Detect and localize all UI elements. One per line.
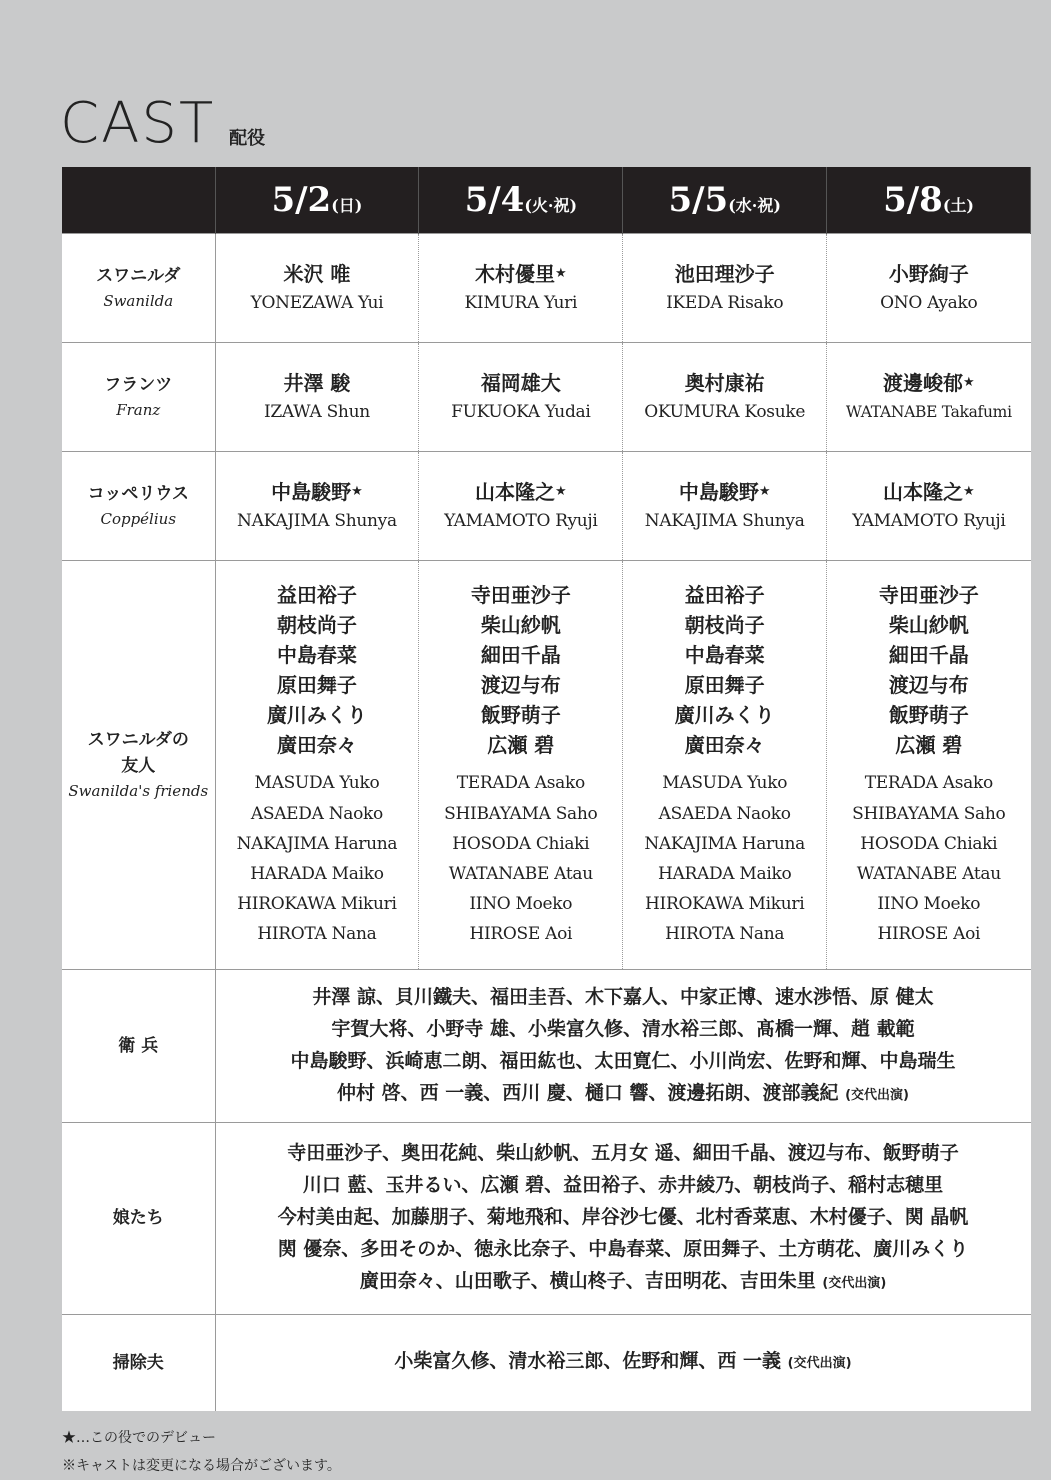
change-note: ※キャストは変更になる場合がございます。 xyxy=(62,1458,341,1474)
role-row-friends xyxy=(62,561,1031,970)
ensemble-cell: 井澤 諒、貝川鐵夫、福田圭吾、木下嘉人、中家正博、速水渉悟、原 健太 宇賀大将、小野寺 雄、小柴富久修、清水裕三郎、髙橋一輝、趙 載範 中島駿野、浜崎恵二朗、福田紘也、太田寛仁、小川尚宏、佐野和輝、中島瑞生 仲村 啓、西 一義、西川 慶、樋口 響、渡邊拓朗、渡部義紀 (交代出演) xyxy=(215,970,1031,1123)
debut-star: ★ xyxy=(962,375,975,390)
debut-star: ★ xyxy=(758,484,771,499)
debut-star: ★ xyxy=(554,484,567,499)
cast-table xyxy=(62,167,1031,1411)
role-label: フランツ Franz xyxy=(62,343,215,452)
ensemble-cell: 小柴富久修、清水裕三郎、佐野和輝、西 一義 (交代出演) xyxy=(215,1315,1031,1411)
cast-cell: 木村優里★ KIMURA Yuri xyxy=(419,234,623,343)
debut-note: ★…この役でのデビュー xyxy=(62,1430,216,1446)
cast-cell: 渡邊峻郁★ WATANABE Takafumi xyxy=(827,343,1031,452)
cast-cell: 山本隆之★ YAMAMOTO Ryuji xyxy=(419,452,623,561)
header-corner xyxy=(62,167,215,234)
ensemble-cell: 寺田亜沙子、奥田花純、柴山紗帆、五月女 遥、細田千晶、渡辺与布、飯野萌子 川口 藍、玉井るい、広瀬 碧、益田裕子、赤井綾乃、朝枝尚子、稲村志穂里 今村美由起、加藤朋子、菊地飛和、岸谷沙七優、北村香菜恵、木村優子、関 晶帆 関 優奈、多田そのか、徳永比奈子、中島春菜、原田舞子、土方萌花、廣川みくり 廣田奈々、山田歌子、横山柊子、吉田明花、吉田朱里 (交代出演) xyxy=(215,1123,1031,1315)
cast-cell: 山本隆之★ YAMAMOTO Ryuji xyxy=(827,452,1031,561)
cast-cell: 小野絢子 ONO Ayako xyxy=(827,234,1031,343)
role-row-guards xyxy=(62,970,1031,1123)
debut-star: ★ xyxy=(554,266,567,281)
role-row-swanilda xyxy=(62,234,1031,343)
role-row-coppelius xyxy=(62,452,1031,561)
role-row-franz xyxy=(62,343,1031,452)
role-row-daughters xyxy=(62,1123,1031,1315)
cast-cell: 益田裕子 朝枝尚子 中島春菜 原田舞子 廣川みくり 廣田奈々 MASUDA Yuko ASAEDA Naoko NAKAJIMA Haruna HARADA Maiko HIROKAWA Mikuri HIROTA Nana xyxy=(215,561,419,970)
cast-cell: 寺田亜沙子 柴山紗帆 細田千晶 渡辺与布 飯野萌子 広瀬 碧 TERADA Asako SHIBAYAMA Saho HOSODA Chiaki WATANABE Atau IINO Moeko HIROSE Aoi xyxy=(827,561,1031,970)
title-sub: 配役 xyxy=(229,128,266,149)
cast-cell: 奥村康祐 OKUMURA Kosuke xyxy=(623,343,827,452)
role-label: コッペリウス Coppélius xyxy=(62,452,215,561)
page-title xyxy=(60,91,266,156)
role-label: 掃除夫 xyxy=(62,1315,215,1411)
cast-cell: 池田理沙子 IKEDA Risako xyxy=(623,234,827,343)
alternating-note: (交代出演) xyxy=(787,1356,852,1372)
cast-cell: 益田裕子 朝枝尚子 中島春菜 原田舞子 廣川みくり 廣田奈々 MASUDA Yuko ASAEDA Naoko NAKAJIMA Haruna HARADA Maiko HIROKAWA Mikuri HIROTA Nana xyxy=(623,561,827,970)
cast-cell: 井澤 駿 IZAWA Shun xyxy=(215,343,419,452)
cast-cell: 福岡雄大 FUKUOKA Yudai xyxy=(419,343,623,452)
date-header: 5/8(土) xyxy=(827,167,1031,234)
alternating-note: (交代出演) xyxy=(845,1087,909,1103)
cast-cell: 寺田亜沙子 柴山紗帆 細田千晶 渡辺与布 飯野萌子 広瀬 碧 TERADA Asako SHIBAYAMA Saho HOSODA Chiaki WATANABE Atau IINO Moeko HIROSE Aoi xyxy=(419,561,623,970)
date-header: 5/5(水·祝) xyxy=(623,167,827,234)
alternating-note: (交代出演) xyxy=(822,1276,887,1291)
role-label: 娘たち xyxy=(62,1123,215,1315)
debut-star: ★ xyxy=(962,484,975,499)
role-label: 衛 兵 xyxy=(62,970,215,1123)
role-label: スワニルダの 友人 Swanilda's friends xyxy=(62,561,215,970)
cast-cell: 米沢 唯 YONEZAWA Yui xyxy=(215,234,419,343)
date-header-row xyxy=(62,167,1031,234)
cast-cell: 中島駿野★ NAKAJIMA Shunya xyxy=(623,452,827,561)
role-row-sweepers xyxy=(62,1315,1031,1411)
title-main: CAST xyxy=(60,91,216,156)
date-header: 5/4(火·祝) xyxy=(419,167,623,234)
cast-cell: 中島駿野★ NAKAJIMA Shunya xyxy=(215,452,419,561)
role-label: スワニルダ Swanilda xyxy=(62,234,215,343)
debut-star: ★ xyxy=(351,484,363,499)
date-header: 5/2(日) xyxy=(215,167,419,234)
